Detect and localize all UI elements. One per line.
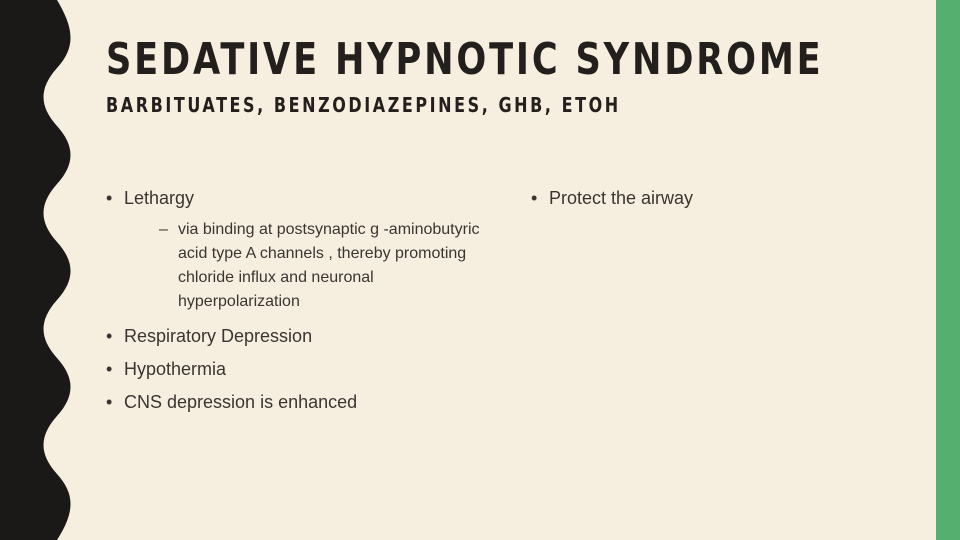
sub-bullet-mechanism xyxy=(159,218,486,314)
accent-bar xyxy=(936,0,960,540)
bullet-lethargy xyxy=(106,186,486,314)
sub-bullet-list xyxy=(124,218,486,314)
bullet-text: Protect the airway xyxy=(549,188,694,208)
bullet-text: CNS depression is enhanced xyxy=(124,392,358,412)
bullet-protect-airway xyxy=(531,186,911,210)
left-bullet-list xyxy=(106,186,486,414)
bullet-respiratory-depression xyxy=(106,324,486,348)
slide-subtitle: BARBITUATES, BENZODIAZEPINES, GHB, ETOH xyxy=(106,93,621,117)
right-bullet-list xyxy=(531,186,911,210)
bullet-text: Respiratory Depression xyxy=(124,326,313,346)
bullet-hypothermia xyxy=(106,357,486,381)
bullet-text: Lethargy xyxy=(124,188,195,208)
bullet-cns-depression xyxy=(106,390,486,414)
sub-bullet-text: via binding at postsynaptic g -aminobutyric acid type A channels , thereby promoting chloride influx and neuronal hyperpolarization xyxy=(178,221,480,310)
bullet-text: Hypothermia xyxy=(124,359,227,379)
slide-title: SEDATIVE HYPNOTIC SYNDROME xyxy=(106,34,824,85)
wavy-left-edge xyxy=(0,0,80,540)
